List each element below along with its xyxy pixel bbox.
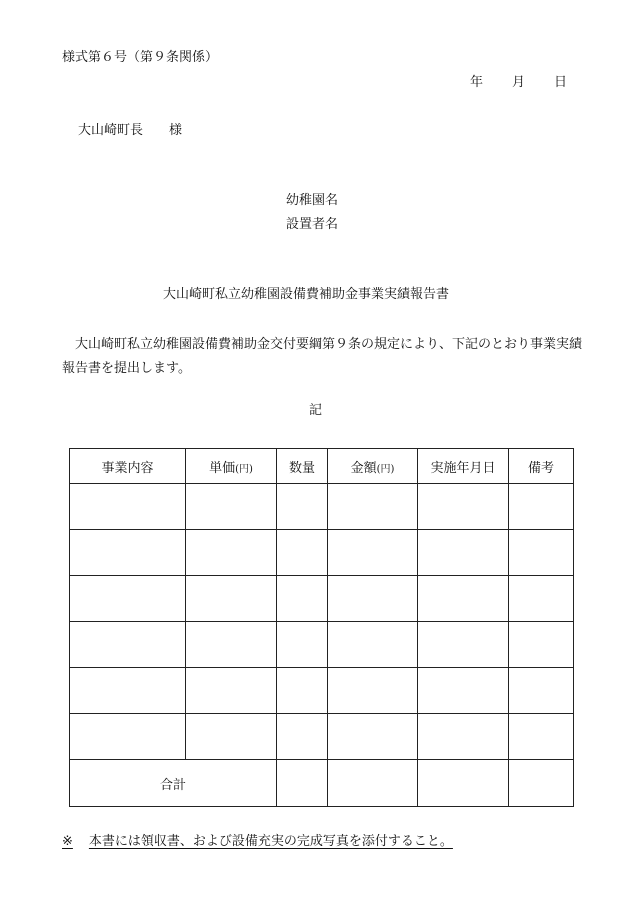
col-header-unit-price: 単価(円) <box>186 449 277 484</box>
col-header-remarks: 備考 <box>509 449 574 484</box>
footnote-text: 本書には領収書、および設備充実の完成写真を添付すること。 <box>88 834 453 849</box>
total-label: 合計 <box>70 760 277 807</box>
table-header-row <box>70 449 574 484</box>
unit-price-cell[interactable] <box>186 622 277 668</box>
content-cell[interactable] <box>70 530 186 576</box>
content-cell[interactable] <box>70 484 186 530</box>
table-row <box>70 576 574 622</box>
unit-price-cell[interactable] <box>186 576 277 622</box>
form-number: 様式第６号（第９条関係） <box>62 50 219 65</box>
date-cell[interactable] <box>418 622 509 668</box>
amount-cell[interactable] <box>328 484 418 530</box>
total-quantity-cell[interactable] <box>277 760 328 807</box>
footnote-mark: ※ <box>62 834 73 849</box>
col-header-date: 実施年月日 <box>418 449 509 484</box>
ki-heading: 記 <box>309 403 323 418</box>
remarks-cell[interactable] <box>509 714 574 760</box>
body-paragraph: 大山崎町私立幼稚園設備費補助金交付要綱第９条の規定により、下記のとおり事業実績報告書を提出します。 <box>62 337 583 376</box>
table-row <box>70 622 574 668</box>
unit-price-cell[interactable] <box>186 484 277 530</box>
quantity-cell[interactable] <box>277 668 328 714</box>
document-title: 大山崎町私立幼稚園設備費補助金事業実績報告書 <box>163 287 450 302</box>
total-amount-cell[interactable] <box>328 760 418 807</box>
content-cell[interactable] <box>70 622 186 668</box>
date-cell[interactable] <box>418 576 509 622</box>
quantity-cell[interactable] <box>277 576 328 622</box>
date-month-label: 月 <box>512 75 526 90</box>
total-date-cell[interactable] <box>418 760 509 807</box>
date-cell[interactable] <box>418 530 509 576</box>
table-row <box>70 484 574 530</box>
remarks-cell[interactable] <box>509 484 574 530</box>
quantity-cell[interactable] <box>277 622 328 668</box>
total-row <box>70 760 574 807</box>
date-cell[interactable] <box>418 668 509 714</box>
remarks-cell[interactable] <box>509 576 574 622</box>
footnote <box>62 835 453 848</box>
unit-yen: (円) <box>376 463 395 475</box>
quantity-cell[interactable] <box>277 484 328 530</box>
amount-cell[interactable] <box>328 714 418 760</box>
unit-price-cell[interactable] <box>186 530 277 576</box>
school-name-label: 幼稚園名 <box>286 193 339 208</box>
col-header-quantity: 数量 <box>277 449 328 484</box>
table-row <box>70 530 574 576</box>
unit-price-cell[interactable] <box>186 668 277 714</box>
amount-cell[interactable] <box>328 668 418 714</box>
date-year-label: 年 <box>470 75 484 90</box>
unit-price-cell[interactable] <box>186 714 277 760</box>
content-cell[interactable] <box>70 668 186 714</box>
date-day-label: 日 <box>554 75 568 90</box>
amount-cell[interactable] <box>328 530 418 576</box>
remarks-cell[interactable] <box>509 530 574 576</box>
total-remarks-cell[interactable] <box>509 760 574 807</box>
remarks-cell[interactable] <box>509 668 574 714</box>
amount-cell[interactable] <box>328 622 418 668</box>
date-cell[interactable] <box>418 484 509 530</box>
quantity-cell[interactable] <box>277 714 328 760</box>
table-row <box>70 668 574 714</box>
content-cell[interactable] <box>70 576 186 622</box>
col-header-content: 事業内容 <box>70 449 186 484</box>
date-cell[interactable] <box>418 714 509 760</box>
remarks-cell[interactable] <box>509 622 574 668</box>
date-line <box>470 76 567 89</box>
quantity-cell[interactable] <box>277 530 328 576</box>
founder-name-label: 設置者名 <box>286 217 339 232</box>
addressee: 大山崎町長 様 <box>78 123 183 138</box>
content-cell[interactable] <box>70 714 186 760</box>
table-row <box>70 714 574 760</box>
report-table <box>69 448 574 807</box>
amount-cell[interactable] <box>328 576 418 622</box>
unit-yen: (円) <box>235 463 253 475</box>
col-header-amount: 金額(円) <box>328 449 418 484</box>
